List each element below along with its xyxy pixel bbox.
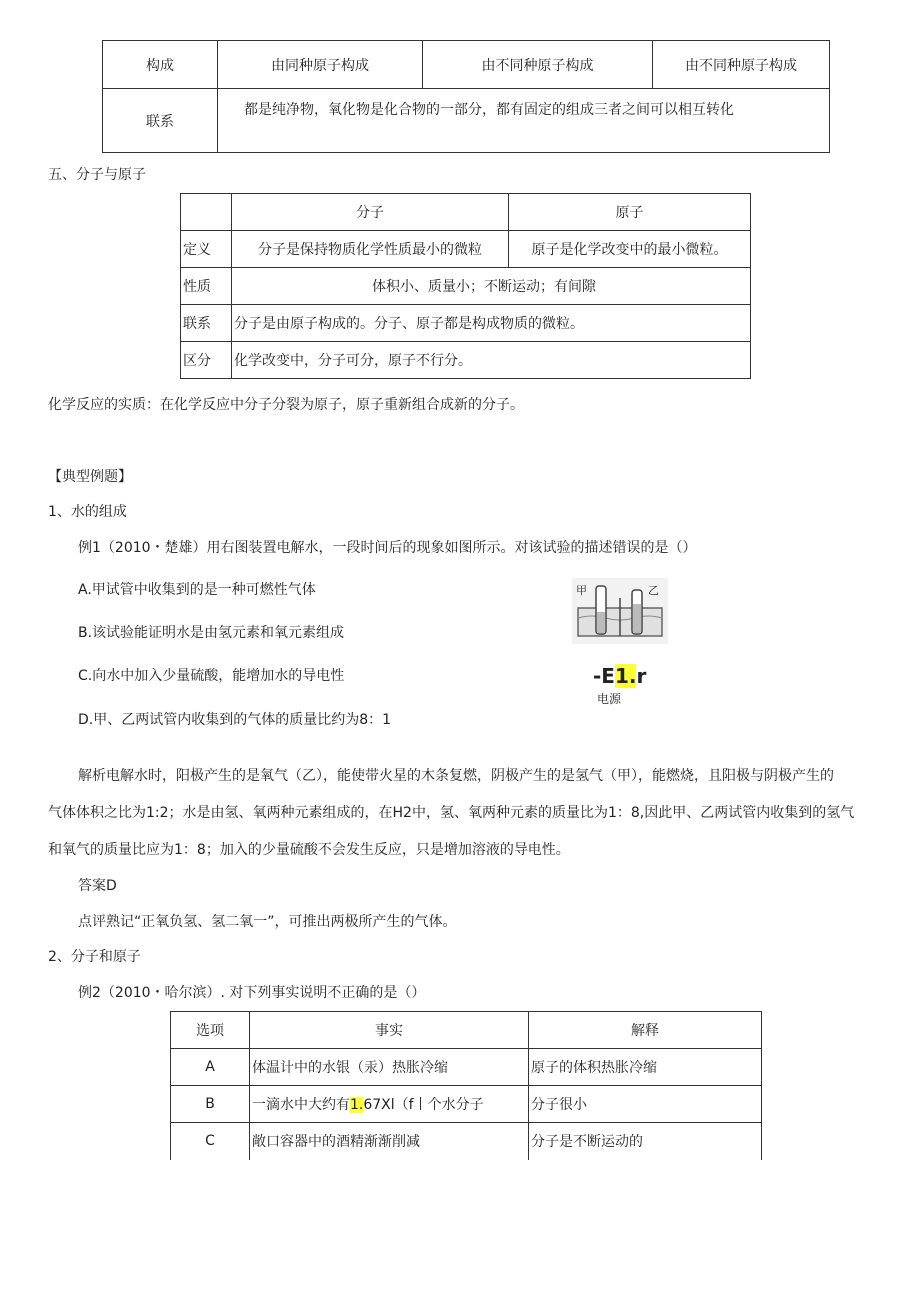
table-row — [181, 231, 751, 268]
table-row — [181, 342, 751, 379]
row-label: 性质 — [181, 268, 232, 305]
ocr-post: r — [636, 664, 647, 688]
option-cell: C — [171, 1123, 250, 1160]
table-cell — [181, 194, 232, 231]
option-cell: A — [171, 1049, 250, 1086]
examples-heading: 【典型例题】 — [48, 469, 132, 485]
explain-cell: 分子很小 — [529, 1086, 762, 1123]
table-cell: 由同种原子构成 — [218, 41, 423, 89]
example2-question: 例2（2010・哈尔滨）. 对下列事实说明不正确的是（） — [78, 985, 426, 1001]
analysis-line-2: 气体体积之比为1:2；水是由氢、氧两种元素组成的，在H2中，氢、氧两种元素的质量比为1：8,因此甲、乙两试管内收集到的氢气 — [48, 805, 855, 821]
explain-cell: 分子是不断运动的 — [529, 1123, 762, 1160]
table-header-row — [181, 194, 751, 231]
row-label: 定义 — [181, 231, 232, 268]
option-b: B.该试验能证明水是由氢元素和氧元素组成 — [78, 625, 345, 641]
ocr-highlight: 1. — [614, 664, 637, 688]
fact-pre: 一滴水中大约有 — [252, 1097, 350, 1113]
figure-caption: 电源 — [597, 692, 622, 706]
fact-cell: 敞口容器中的酒精渐渐削减 — [250, 1123, 529, 1160]
table-row — [171, 1049, 762, 1086]
subsection-title: 1、水的组成 — [48, 504, 127, 520]
analysis-line-3: 和氧气的质量比应为1：8；加入的少量硫酸不会发生反应，只是增加溶液的导电性。 — [48, 842, 570, 858]
table-cell: 由不同种原子构成 — [423, 41, 653, 89]
table-cell: 化学改变中，分子可分，原子不行分。 — [232, 342, 751, 379]
table-row — [103, 89, 830, 153]
explain-cell: 原子的体积热胀冷缩 — [529, 1049, 762, 1086]
column-header: 原子 — [509, 194, 751, 231]
table-cell: 原子是化学改变中的最小微粒。 — [509, 231, 751, 268]
subsection-title: 2、分子和原子 — [48, 949, 141, 965]
column-header: 事实 — [250, 1012, 529, 1049]
row-label: 区分 — [181, 342, 232, 379]
tube-label-yi: 乙 — [648, 584, 659, 597]
ocr-pre: -E — [593, 664, 615, 688]
table-cell: 都是纯净物，氧化物是化合物的一部分，都有固定的组成三者之间可以相互转化 — [218, 89, 830, 153]
tube-label-jia: 甲 — [576, 584, 587, 597]
table-example2 — [170, 1011, 762, 1160]
option-cell: B — [171, 1086, 250, 1123]
fact-cell: 体温计中的水银（汞）热胀冷缩 — [250, 1049, 529, 1086]
electrolysis-figure — [572, 578, 668, 644]
table-row — [103, 41, 830, 89]
option-c: C.向水中加入少量硫酸，能增加水的导电性 — [78, 668, 345, 684]
comment-text: 点评熟记“正氧负氢、氢二氧一”，可推出两极所产生的气体。 — [78, 914, 457, 930]
table-row — [171, 1123, 762, 1160]
table-cell: 体积小、质量小；不断运动；有间隙 — [232, 268, 751, 305]
column-header: 分子 — [232, 194, 509, 231]
fact-highlight: 1. — [350, 1097, 364, 1113]
fact-cell — [250, 1086, 529, 1123]
table-substance-compare — [102, 40, 830, 153]
figure-ocr-text — [593, 664, 646, 688]
table-header-row — [171, 1012, 762, 1049]
row-label: 联系 — [103, 89, 218, 153]
example1-question: 例1（2010・楚雄）用右图装置电解水，一段时间后的现象如图所示。对该试验的描述错误的是（） — [78, 540, 697, 556]
table-molecule-atom — [180, 193, 751, 379]
analysis-line-1: 解析电解水时，阳极产生的是氧气（乙），能使带火星的木条复燃，阴极产生的是氢气（甲），能燃烧，且阳极与阴极产生的 — [78, 768, 834, 784]
column-header: 选项 — [171, 1012, 250, 1049]
table-cell: 分子是由原子构成的。分子、原子都是构成物质的微粒。 — [232, 305, 751, 342]
table-row — [171, 1086, 762, 1123]
table-cell: 由不同种原子构成 — [653, 41, 830, 89]
section-title: 五、分子与原子 — [48, 167, 146, 183]
table-cell: 分子是保持物质化学性质最小的微粒 — [232, 231, 509, 268]
row-label: 构成 — [103, 41, 218, 89]
row-label: 联系 — [181, 305, 232, 342]
option-d: D.甲、乙两试管内收集到的气体的质量比约为8：1 — [78, 712, 392, 728]
option-a: A.甲试管中收集到的是一种可燃性气体 — [78, 582, 316, 598]
table-row — [181, 305, 751, 342]
column-header: 解释 — [529, 1012, 762, 1049]
table-row — [181, 268, 751, 305]
essence-text: 化学反应的实质：在化学反应中分子分裂为原子，原子重新组合成新的分子。 — [48, 397, 524, 413]
fact-post: 67Xl（f丨个水分子 — [363, 1097, 484, 1113]
answer-text: 答案D — [78, 878, 117, 894]
